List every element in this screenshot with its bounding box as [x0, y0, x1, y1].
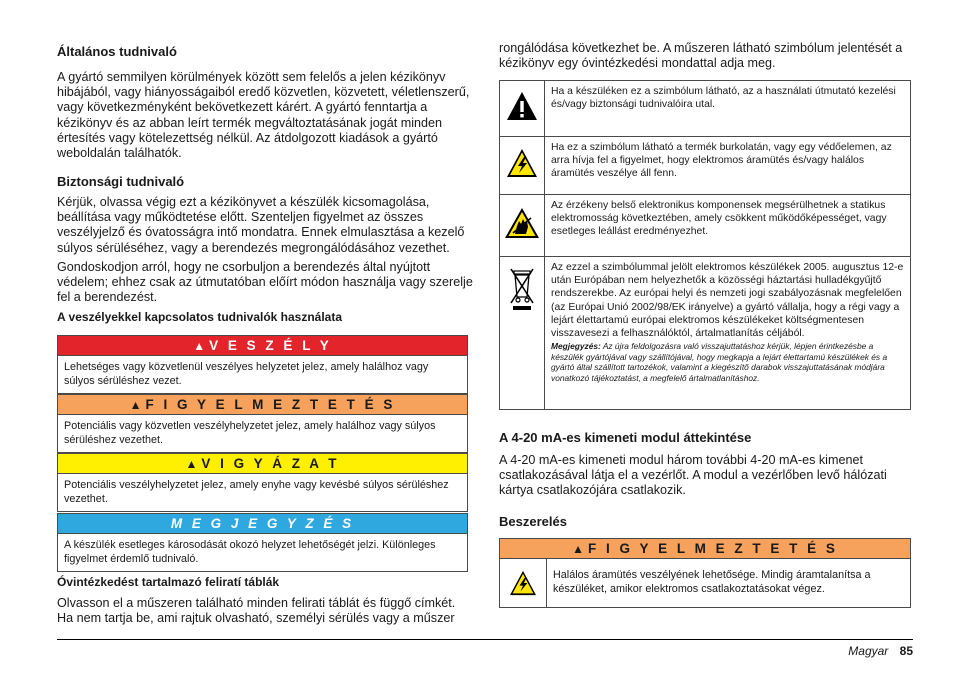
safety-heading: Biztonsági tudnivaló [57, 174, 185, 189]
symbol-row [500, 137, 911, 195]
safety-text-2: Gondoskodjon arról, hogy ne csorbuljon a berendezés által nyújtott védelem; ehhez csak az útmutatóban előírt módon használja vagy szerelje fel a berendezést. [57, 260, 473, 305]
page-number: 85 [899, 644, 913, 658]
hazard-heading: A veszélyekkel kapcsolatos tudnivalók használata [57, 310, 343, 324]
weee-text: Az ezzel a szimbólummal jelölt elektromos készülékek 2005. augusztus 12-e után Európában nem helyezhetők a közösségi háztartási hulladékgyűjtő rendszerekbe. Az európai helyi és nemzeti jogi szabályozásnak megfelelően (az Európai Unió 2002/98/EK irányelve) a gyártó vállalja, hogy a régi vagy a lejárt élettartamú európai elektromos készülékeket költségmentesen visszavesezi a felhasználóktól, ártalmatlanítás céljából. [551, 262, 904, 340]
footer-rule [57, 639, 913, 640]
caution-text: Potenciális veszélyhelyzetet jelez, amely enyhe vagy kevésbé súlyos sérüléshez vezethet. [64, 479, 449, 505]
footer [848, 644, 913, 658]
install-warning-bar [500, 539, 910, 559]
symbol-text: Az érzékeny belső elektronikus komponensek megsérülhetnek a statikus elektromosság következtében, amely csökkent működőképességet, vagy esetleges leállást eredményezhet. [545, 195, 911, 257]
general-text: A gyártó semmilyen körülmények között sem felelős a jelen kézikönyv hibájából, vagy hiányosságaiból eredő közvetlen, közvetett, véletlenszerű, vagy következményként bekövetkezett kárért. A gyártó fenntartja a kézikönyv és az abban leírt termék megváltoztatásának jogát minden értesítés vagy kötelezettség nélkül. Az átdolgozott kiadások a gyártó weboldalán találhatók. [57, 70, 470, 161]
footer-language: Magyar [848, 644, 889, 658]
symbol-row [500, 195, 911, 257]
warning-triangle-icon: ▲ [572, 541, 585, 556]
general-heading: Általános tudnivaló [57, 44, 177, 59]
danger-text: Lehetséges vagy közvetlenül veszélyes helyzetet jelez, amely halálhoz vagy súlyos sérüléshez vezet. [64, 361, 429, 387]
symbol-text: Ha ez a szimbólum látható a termék burkolatán, vagy egy védőelemen, az arra hívja fel a figyelmet, hogy elektromos áramütés és/vagy halálos áramütés veszélye áll fenn. [545, 137, 911, 195]
warning-box [57, 394, 468, 453]
notice-text: A készülék esetleges károsodását okozó helyzet lehetőségét jelzi. Különleges figyelmet érdemlő tudnivaló. [64, 539, 436, 565]
install-warning-body [500, 559, 910, 607]
symbol-text: Ha a készüléken ez a szimbólum látható, az a használati útmutató kezelési és/vagy biztonsági tudnivalóira utal. [545, 81, 911, 137]
danger-label: V E S Z É L Y [209, 338, 332, 353]
caution-label: V I G Y Á Z A T [201, 456, 340, 471]
weee-note [551, 341, 904, 383]
note-text: Az újra feldolgozásra való visszajuttatáshoz kérjük, lépjen érintkezésbe a készülék gyártójával vagy szállítójával, hogy megkapja a lejárt élettartamú készülékek és a gyártó által szállított tartozékok, valamint a kiegészítő darabok visszajuttatásának módjára vonatkozó tájékoztatást, a megfelelő ártalmatlanításhoz. [551, 341, 888, 383]
electrical-hazard-icon [500, 570, 546, 596]
warning-triangle-icon: ▲ [193, 338, 206, 353]
notice-label: M E G J E G Y Z É S [170, 516, 355, 531]
symbol-row [500, 257, 911, 410]
danger-bar [58, 336, 467, 356]
note-label: Megjegyzés: [551, 341, 601, 352]
labels-text: Olvasson el a műszeren található minden felirati táblát és függő címkét. Ha nem tartja be, ami rajtuk olvasható, személyi sérülés vagy a műszer [57, 596, 456, 626]
caution-bar [58, 454, 467, 474]
warning-bar [58, 395, 467, 415]
install-warning-label: F I G Y E L M E Z T E T É S [588, 541, 838, 556]
esd-hand-icon [500, 195, 545, 257]
labels-heading: Óvintézkedést tartalmazó feliratí táblák [57, 575, 280, 589]
symbol-table [499, 80, 911, 410]
symbol-row [500, 81, 911, 137]
symbol-text [545, 257, 911, 410]
electrical-hazard-icon [500, 137, 545, 195]
module-heading: A 4-20 mA-es kimeneti modul áttekintése [499, 430, 752, 445]
warning-triangle-icon: ▲ [129, 397, 142, 412]
warning-triangle-icon [500, 81, 545, 137]
install-warning-text: Halálos áramütés veszélyének lehetősége. Mindig áramtalanítsa a készüléket, amikor elektromos csatlakoztatásokat végez. [546, 559, 910, 607]
module-text: A 4-20 mA-es kimeneti modul három további 4-20 mA-es kimenet csatlakozásával látja el a vezérlőt. A modul a vezérlőben levő hálózati kártya csatlakozójára csatlakozik. [499, 453, 887, 498]
warning-text: Potenciális vagy közvetlen veszélyhelyzetet jelez, amely halálhoz vagy súlyos sérüléshez vezethet. [64, 420, 436, 446]
weee-crossed-bin-icon [500, 257, 545, 410]
warning-label: F I G Y E L M E Z T E T É S [145, 397, 396, 412]
continued-text: rongálódása következhet be. A műszeren látható szimbólum jelentését a kézikönyv egy óvintézkedési mondattal adja meg. [499, 41, 903, 71]
warning-triangle-icon: ▲ [185, 456, 198, 471]
danger-box [57, 335, 468, 394]
caution-box [57, 453, 468, 512]
safety-text-1: Kérjük, olvassa végig ezt a kézikönyvet a készülék kicsomagolása, beállítása vagy működtetése előtt. Szenteljen figyelmet az összes veszélyjelző és óvatosságra intő mondatra. Ennek elmulasztása a kezelő súlyos sérüléséhez, vagy a berendezés megrongálódásához vezethet. [57, 195, 465, 255]
notice-bar [58, 514, 467, 534]
install-warning-box [499, 538, 911, 608]
notice-box [57, 513, 468, 572]
install-heading: Beszerelés [499, 514, 567, 529]
